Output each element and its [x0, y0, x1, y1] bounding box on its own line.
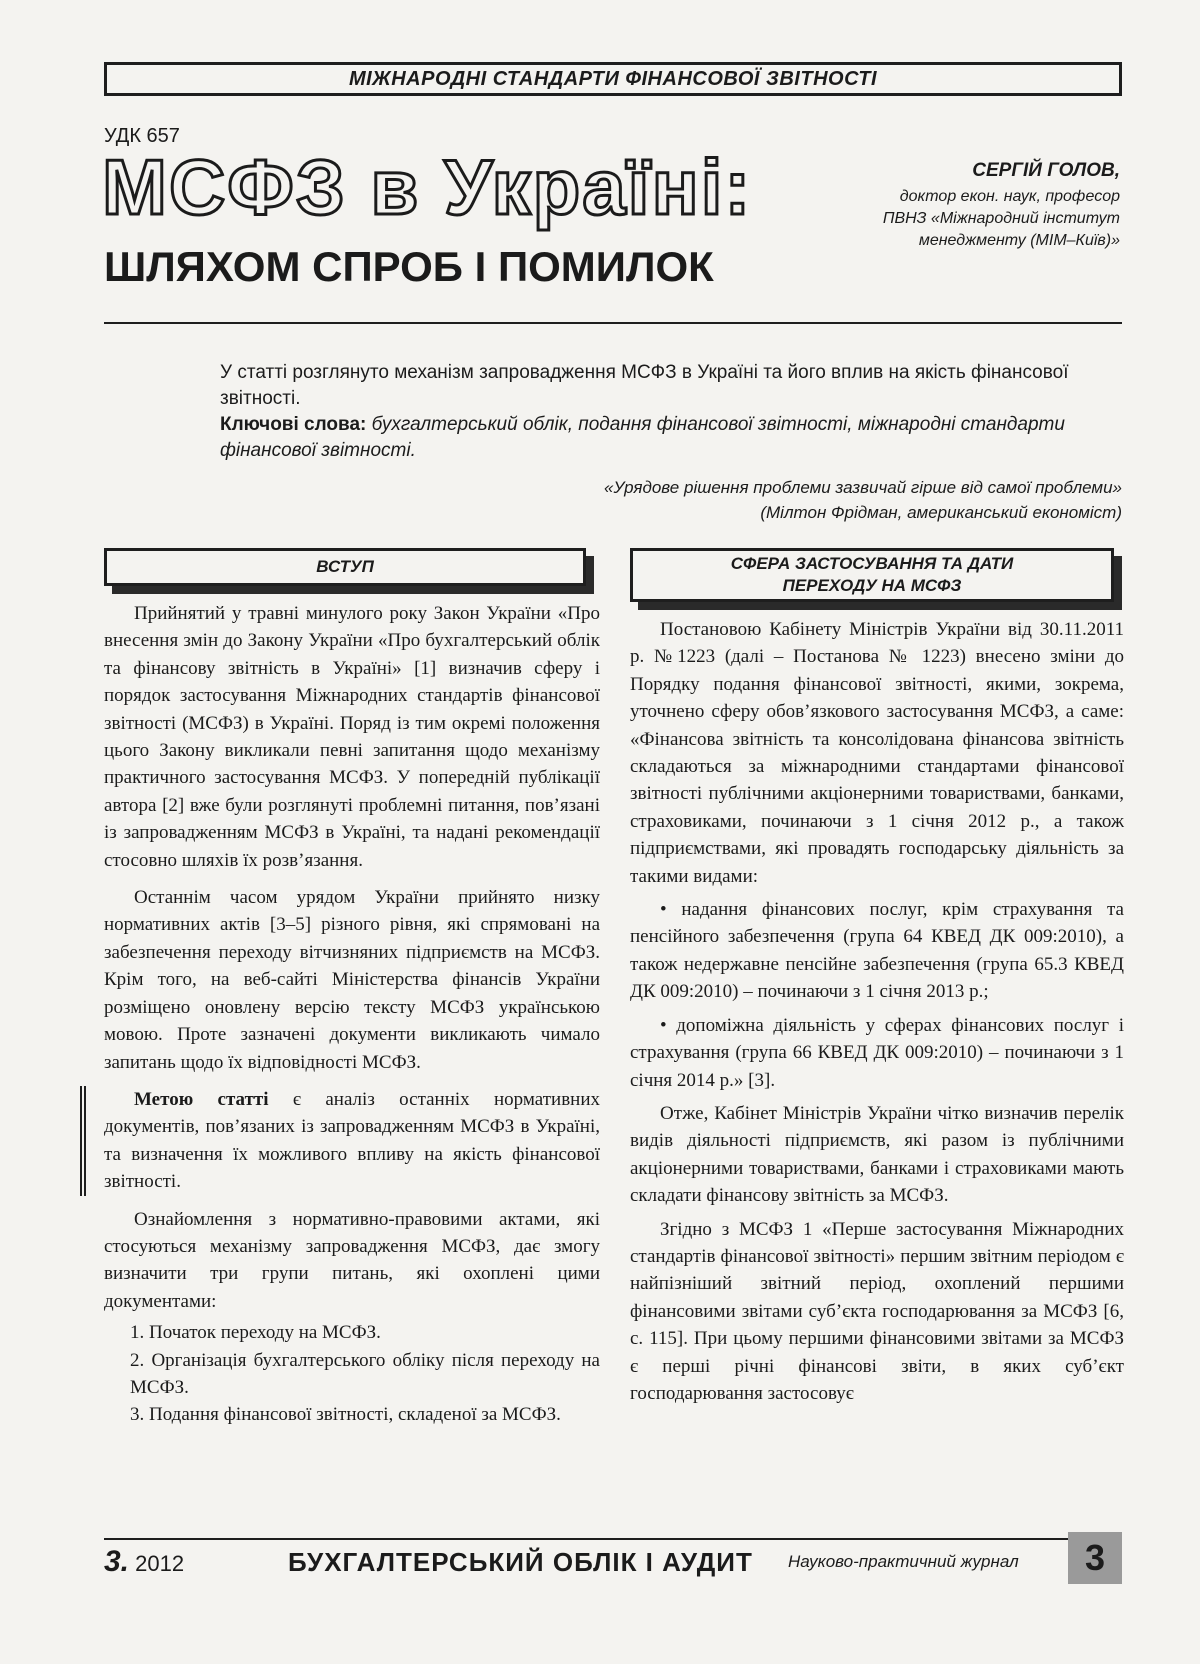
- bullet-item: • допоміжна діяльність у сферах фінансових послуг і страхування (група 66 КВЕД ДК 009:2010) – починаючи з 1 січня 2014 р.» [3].: [630, 1014, 1124, 1091]
- scope-paragraph: Згідно з МСФЗ 1 «Перше застосування Міжнародних стандартів фінансової звітності» першим звітним періодом є найпізніший звітний період, охоплений першими фінансовими звітами суб’єкта господарювання за МСФЗ [6, с. 115]. При цьому першими фінансовими звітами за МСФЗ є перші річні фінансові звіти, в яких суб’єкт господарювання застосовує: [630, 1218, 1124, 1404]
- article-title: МСФЗ в Україні:: [102, 143, 753, 231]
- issue-number: 3.: [104, 1545, 130, 1578]
- list-item: 2. Організація бухгалтерського обліку після переходу на МСФЗ.: [130, 1349, 600, 1398]
- footer-divider: [104, 1538, 1122, 1540]
- author-name: СЕРГІЙ ГОЛОВ,: [972, 160, 1120, 181]
- intro-paragraph: Ознайомлення з нормативно-правовими актами, які стосуються механізму запровадження МСФЗ, дає змогу визначити три групи питань, які охоплені цими документами:: [104, 1208, 600, 1312]
- left-column: [104, 600, 600, 1429]
- scope-paragraph: Отже, Кабінет Міністрів України чітко визначив перелік видів діяльності підприємств, які разом із публічними акціонерними товариствами, банками і страховиками мають складати фінансову звітність за МСФЗ.: [630, 1102, 1124, 1207]
- list-item: 3. Подання фінансової звітності, складеної за МСФЗ.: [130, 1404, 561, 1426]
- issue-year: 2012: [135, 1551, 185, 1576]
- journal-description: Науково-практичний журнал: [788, 1552, 1019, 1571]
- list-item: 1. Початок переходу на МСФЗ.: [130, 1322, 381, 1344]
- goal-text: Метою статті є аналіз останніх нормативних документів, пов’язаних із запровадженням МСФЗ в Україні, та визначення їх можливого впливу на якість фінансової звітності.: [104, 1088, 600, 1193]
- article-goal: [80, 1086, 600, 1196]
- keywords-text: бухгалтерський облік, подання фінансової звітності, міжнародні стандарти фінансової звітності.: [220, 414, 1065, 461]
- intro-paragraph: Останнім часом урядом України прийнято низку нормативних актів [3–5] різного рівня, які спрямовані на забезпечення переходу вітчизняних підприємств на МСФЗ. Крім того, на веб-сайті Міністерства фінансів України розміщено оновлену версію тексту МСФЗ українською мовою. Проте зазначені документи викликають чимало запитань щодо їх відповідності МСФЗ.: [104, 887, 600, 1073]
- journal-name: БУХГАЛТЕРСЬКИЙ ОБЛІК І АУДИТ: [288, 1547, 753, 1577]
- abstract-text: У статті розглянуто механізм запровадження МСФЗ в Україні та його вплив на якість фінансової звітності.: [220, 362, 1069, 409]
- intro-paragraph: Прийнятий у травні минулого року Закон України «Про внесення змін до Закону України «Про бухгалтерський облік та фінансову звітність в Україні» [1] визначив сферу і порядок застосування Міжнародних стандартів фінансової звітності (МСФЗ) в Україні. Поряд із тим окремі положення цього Закону викликали певні запитання щодо механізму практичного застосування МСФЗ. У попередній публікації автора [2] вже були розглянуті проблемні питання, пов’язані із запровадженням МСФЗ в Україні, та надані рекомендації стосовно шляхів їх розв’язання.: [104, 603, 600, 871]
- article-subtitle: ШЛЯХОМ СПРОБ І ПОМИЛОК: [104, 243, 714, 290]
- author-degree: доктор екон. наук, професор: [899, 188, 1120, 205]
- bullet-item: • надання фінансових послуг, крім страхування та пенсійного забезпечення (група 64 КВЕД ДК 009:2010), а також недержавне пенсійне забезпечення (група 65.3 КВЕД ДК 009:2010) – починаючи з 1 січня 2013 р.;: [630, 899, 1124, 1003]
- keywords: [220, 412, 1120, 464]
- title-divider: [104, 322, 1122, 324]
- section-title: МІЖНАРОДНІ СТАНДАРТИ ФІНАНСОВОЇ ЗВІТНОСТІ: [348, 67, 878, 90]
- right-column: [630, 616, 1124, 1407]
- scope-paragraph: Постановою Кабінету Міністрів України від 30.11.2011 р. №1223 (далі – Постанова № 1223) внесено зміни до Порядку подання фінансової звітності, якими, зокрема, уточнено сферу обов’язкового застосування МСФЗ, а саме: «Фінансова звітність та консолідована фінансова звітність складаються за міжнародними стандартами фінансової звітності публічними акціонерними товариствами, банками, страховиками, починаючи з 1 січня 2012 р., а також підприємствами, які провадять господарську діяльність за такими видами:: [630, 619, 1124, 887]
- epigraph-source: (Мілтон Фрідман, американський економіст): [760, 503, 1122, 522]
- issue-info: [104, 1545, 184, 1579]
- epigraph-quote: «Урядове рішення проблеми зазвичай гірше від самої проблеми»: [603, 478, 1122, 497]
- scope-heading: СФЕРА ЗАСТОСУВАННЯ ТА ДАТИ ПЕРЕХОДУ НА МСФЗ: [630, 548, 1114, 602]
- intro-heading: ВСТУП: [104, 548, 586, 586]
- goal-label: Метою статті: [134, 1088, 269, 1110]
- page-number: 3: [1068, 1532, 1122, 1584]
- section-banner: [104, 62, 1122, 96]
- udk-code: УДК 657: [104, 125, 180, 147]
- epigraph: [604, 475, 1122, 525]
- author-affiliation: ПВНЗ «Міжнародний інститут: [882, 210, 1120, 227]
- author-affiliation-cont: менеджменту (МІМ–Київ)»: [918, 232, 1120, 249]
- abstract: [220, 360, 1120, 464]
- keywords-label: Ключові слова:: [220, 414, 367, 435]
